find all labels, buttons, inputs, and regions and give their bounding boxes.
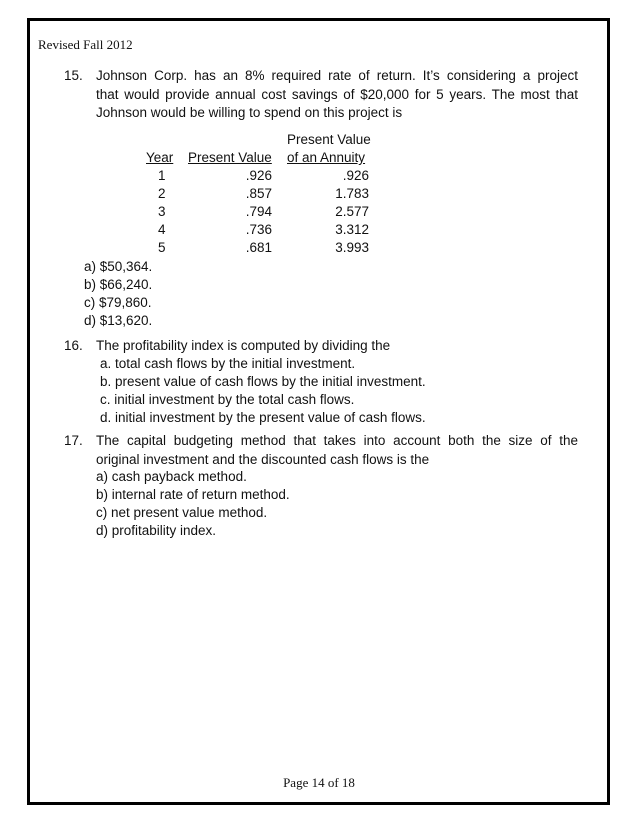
- answer-option-b: b. present value of cash flows by the initial investment.: [100, 374, 426, 389]
- answer-option-c: c) $79,860.: [84, 295, 152, 310]
- answer-option-a: a) $50,364.: [84, 259, 153, 274]
- question-line: Johnson Corp. has an 8% required rate of return. It’s considering a project: [96, 68, 578, 83]
- col-header-pva-line1: Present Value: [287, 132, 371, 147]
- table-cell-year: 1: [158, 168, 166, 183]
- col-header-pva-line2: of an Annuity: [287, 150, 366, 165]
- answer-option-d: d) $13,620.: [84, 313, 153, 328]
- table-cell-pv: .681: [245, 240, 272, 255]
- answer-option-c: c. initial investment by the total cash flows.: [100, 392, 355, 407]
- question-17: [64, 432, 578, 472]
- table-cell-pva: .926: [342, 168, 369, 183]
- question-number: 15.: [64, 68, 83, 83]
- question-15: [64, 67, 578, 127]
- revision-header: Revised Fall 2012: [38, 37, 133, 52]
- answer-option-c: c) net present value method.: [96, 505, 268, 520]
- page-number: Page 14 of 18: [283, 775, 355, 790]
- question-number: 16.: [64, 338, 83, 353]
- answer-option-a: a) cash payback method.: [96, 469, 247, 484]
- table-cell-year: 4: [158, 222, 166, 237]
- question-line: original investment and the discounted cash flows is the: [96, 451, 430, 467]
- answer-option-d: d) profitability index.: [96, 523, 217, 538]
- question-line: The capital budgeting method that takes into account both the size of the: [96, 433, 578, 448]
- question-line: Johnson would be willing to spend on this project is: [96, 105, 403, 120]
- table-cell-pva: 3.312: [335, 222, 369, 237]
- question-text: [96, 67, 578, 123]
- table-cell-year: 2: [158, 186, 166, 201]
- table-cell-year: 3: [158, 204, 166, 219]
- table-cell-pva: 3.993: [335, 240, 369, 255]
- col-header-pv: Present Value: [188, 150, 272, 165]
- question-text: [96, 432, 578, 469]
- col-header-year: Year: [146, 150, 174, 165]
- answer-option-b: b) $66,240.: [84, 277, 153, 292]
- table-cell-pv: .926: [245, 168, 272, 183]
- answer-option-b: b) internal rate of return method.: [96, 487, 290, 502]
- table-cell-pva: 1.783: [335, 186, 369, 201]
- question-line: that would provide annual cost savings of $20,000 for 5 years. The most that: [96, 86, 578, 102]
- table-cell-year: 5: [158, 240, 166, 255]
- answer-option-d: d. initial investment by the present value of cash flows.: [100, 410, 426, 425]
- answer-option-a: a. total cash flows by the initial investment.: [100, 356, 356, 371]
- question-number: 17.: [64, 433, 83, 448]
- question-text: The profitability index is computed by dividing the: [96, 338, 391, 353]
- table-cell-pv: .794: [245, 204, 272, 219]
- table-cell-pv: .857: [245, 186, 272, 201]
- table-cell-pv: .736: [245, 222, 272, 237]
- table-cell-pva: 2.577: [335, 204, 369, 219]
